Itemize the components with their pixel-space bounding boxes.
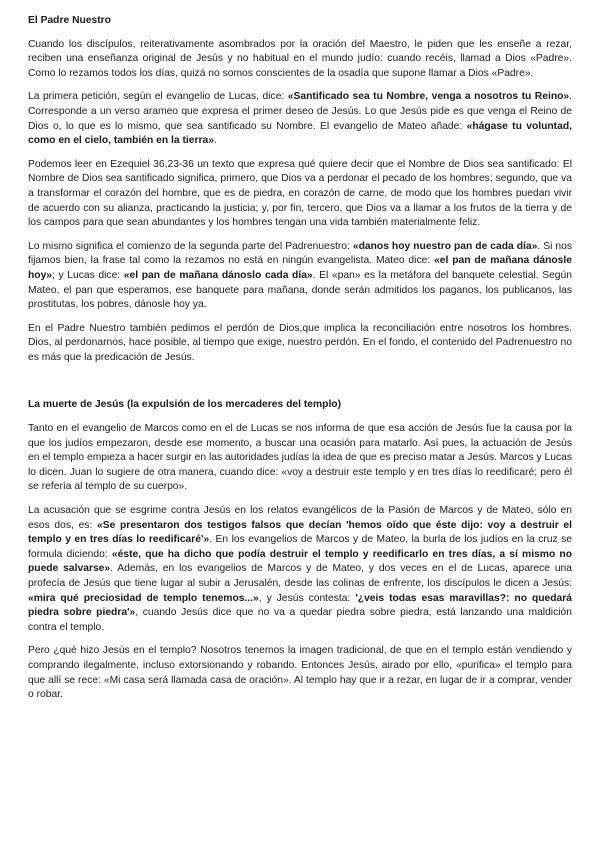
paragraph bbox=[28, 240, 572, 313]
paragraph: Podemos leer en Ezequiel 36,23-36 un texto que expresa qué quiere decir que el Nombre de Dios sea santificado: El Nombre de Dios sea santificado significa, primero, que Dios va a perdonar el pecado de los hombres; segundo, que va a transformar el corazón del hombre, que es de piedra, en corazón de carne, de modo que los hombres puedan vivir de acuerdo con su alianza, practicando la justicia; y, por fin, tercero, que Dios va a llamar a los frutos de la tierra y de los campos para que sean abundantes y los hombres tengan una vida también materialmente feliz. bbox=[28, 158, 572, 229]
text-run: . El «pan» es la metáfora del banquete celestial. Según Mateo, el pan que esperamos, ese banquete para mañana, donde serán admitidos los paganos, los publicanos, las prostitutas, los pobres, dánosle hoy ya. bbox=[28, 269, 572, 311]
bold-quote: '¿veis todas esas maravillas?: no quedará piedra sobre piedra'» bbox=[28, 592, 572, 619]
paragraph bbox=[28, 90, 572, 148]
section-padre-nuestro bbox=[28, 14, 572, 365]
text-run: . Además, en los evangelios de Marcos y de Mateo, y dos veces en el de Lucas, aparece una profecía de Jesús que tiene lugar al subir a Jerusalén, desde las colinas de enfrente, los discípulos le dicen a Jesús: bbox=[28, 563, 572, 589]
bold-quote: «el pan de mañana dánosle hoy» bbox=[28, 255, 573, 281]
bold-quote: «mira qué preciosidad de templo tenemos...» bbox=[28, 592, 259, 604]
text-run: . Si nos fijamos bien, la frase tal como la rezamos no está en ningún evangelista. Mateo dice: bbox=[28, 240, 572, 267]
bold-quote: «hágase tu voluntad, como en el cielo, también en la tierra» bbox=[28, 120, 572, 147]
paragraph: Tanto en el evangelio de Marcos como en el de Lucas se nos informa de que esa acción de Jesús fue la causa por la que los judíos empezaron, desde ese momento, a buscar una ocasión para matarlo. Así pues, la actuación de Jesús en el templo empieza a hacer surgir en las autoridades judías la idea de que es preciso matar a Jesús. Marcos y Lucas lo dicen. Juan lo sugiere de otra manera, cuando dice: «voy a destruir este templo y en tres días lo reedificaré; pero él se refería al templo de su cuerpo». bbox=[28, 423, 572, 493]
section-muerte-de-jesus bbox=[28, 398, 572, 702]
document-body bbox=[28, 14, 572, 703]
text-run: . En los evangelios de Marcos y de Mateo, la burla de los judíos en la cruz se formula diciendo: bbox=[28, 534, 572, 560]
bold-quote: «danos hoy nuestro pan de cada día» bbox=[352, 240, 538, 252]
text-run: La acusación que se esgrime contra Jesús en los relatos evangélicos de la Pasión de Marcos y de Mateo, sólo en esos dos, es: bbox=[28, 505, 572, 531]
text-run: , y Jesús contesta: bbox=[258, 592, 356, 604]
bold-quote: «Se presentaron dos testigos falsos que decían 'hemos oído que éste dijo: voy a destruir el templo y en tres días lo reedificaré'» bbox=[28, 519, 573, 546]
bold-quote: «Santificado sea tu Nombre, venga a nosotros tu Reino» bbox=[287, 91, 570, 103]
bold-quote: «el pan de mañana dánoslo cada día» bbox=[123, 269, 313, 281]
paragraph: En el Padre Nuestro también pedimos el perdón de Dios,que implica la reconciliación entre nosotros los hombres. Dios, al perdonarnos, hace posible, al tiempo que exige, nuestro perdón. En el fondo, el contenido del Padrenuestro no es más que la predicación de Jesús. bbox=[28, 322, 572, 363]
bold-quote: «éste, que ha dicho que podía destruir el templo y reedificarlo en tres días, a sí mismo no puede salvarse» bbox=[28, 548, 572, 575]
text-run: Lo mismo significa el comienzo de la segunda parte del Padrenuestro: bbox=[28, 240, 353, 252]
text-run: , cuando Jesús dice que no va a quedar piedra sobre piedra, está lanzando una maldición contra el templo. bbox=[28, 607, 572, 633]
paragraph: Pero ¿qué hizo Jesús en el templo? Nosotros tenemos la imagen tradicional, de que en el templo están vendiendo y comprando ilegalmente, incluso extorsionando y robando. Entonces Jesús, airado por ello, «purifica» el templo para que allí se rece: «Mi casa será llamada casa de oración». Al templo hay que ir a rezar, en lugar de ir a comprar, vender o robar. bbox=[28, 645, 572, 701]
text-run: La primera petición, según el evangelio de Lucas, dice: bbox=[28, 91, 288, 103]
section-title: La muerte de Jesús (la expulsión de los mercaderes del templo) bbox=[28, 399, 342, 411]
paragraph bbox=[28, 504, 572, 635]
text-run: . bbox=[213, 135, 217, 147]
section-title: El Padre Nuestro bbox=[28, 15, 111, 26]
paragraph: Cuando los discípulos, reiterativamente asombrados por la oración del Maestro, le piden que les enseñe a rezar, reciben una enseñanza original de Jesús y no habitual en el mundo judío: cuando recéis, llamad a Dios «Padre». Como lo rezamos todos los días, quizá no somos conscientes de la osadía que supone llamar a Dios «Padre». bbox=[28, 38, 572, 79]
text-run: ; y Lucas dice: bbox=[52, 269, 124, 281]
section-spacer bbox=[28, 374, 572, 398]
text-run: . Corresponde a un verso arameo que expresa el primer deseo de Jesús. Lo que Jesús pide es que venga el Reino de Dios o, lo que es lo mismo, que sea santificado su Nombre. El evangelio de Mateo añade: bbox=[28, 91, 573, 132]
